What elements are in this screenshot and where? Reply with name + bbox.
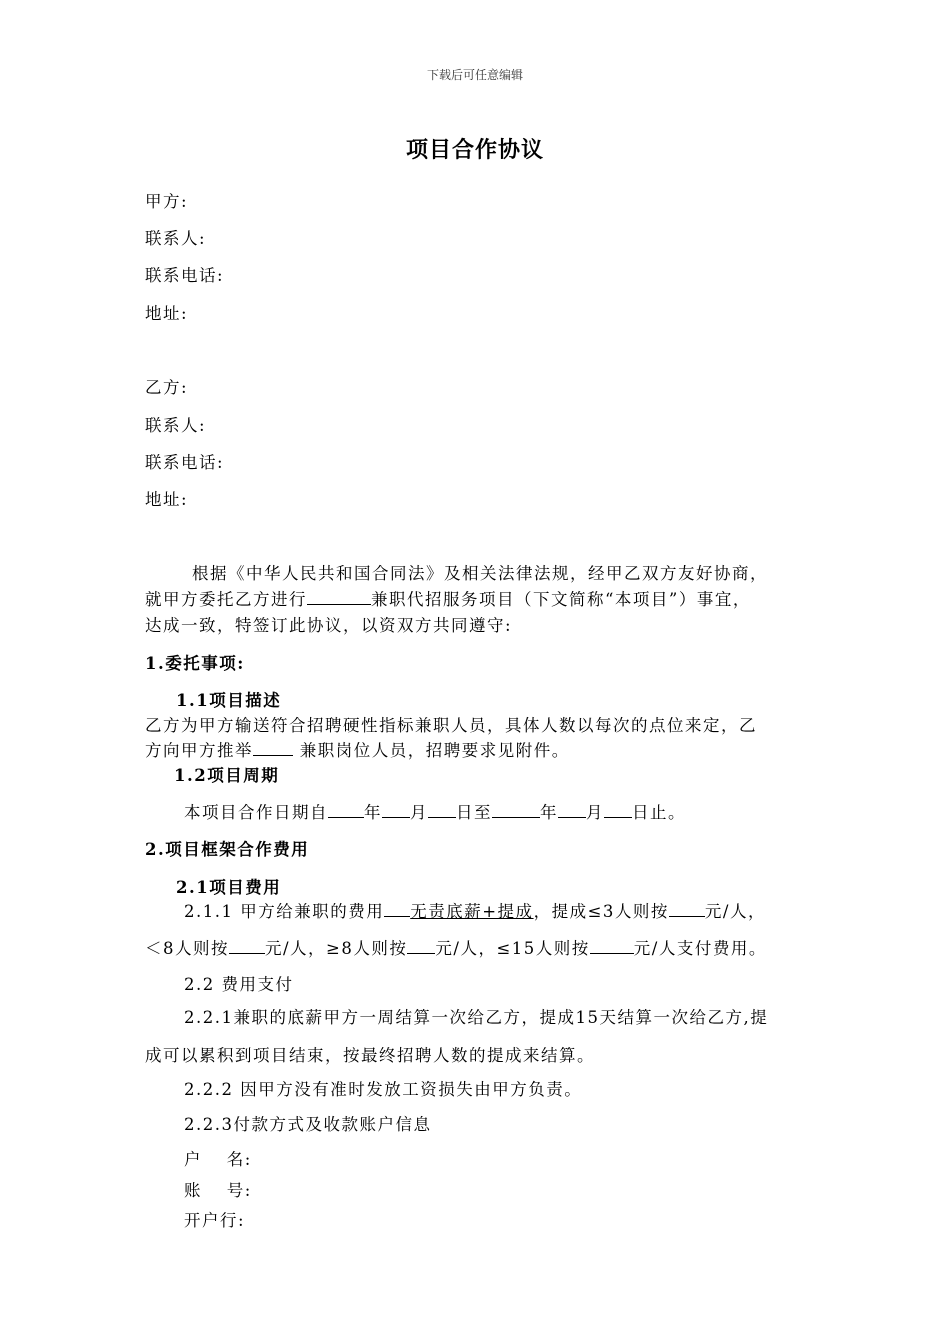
section-1-1-line-2 (145, 737, 570, 761)
section-1-2-heading: 1.2项目周期 (174, 766, 280, 785)
fee-tier-2-blank (229, 952, 265, 954)
section-2-2-1-line-1: 2.2.1兼职的底薪甲方一周结算一次给乙方，提成15天结算一次给乙方,提 (184, 1008, 769, 1027)
bank-label: 开户行: (184, 1211, 246, 1230)
header-note: 下载后可任意编辑 (426, 68, 523, 82)
period-month-1: 月 (410, 803, 428, 822)
party-a-contact-label: 联系人: (145, 229, 207, 248)
position-blank (253, 754, 293, 756)
fee-tier-4-blank (590, 952, 634, 954)
intro-line-2 (145, 586, 751, 610)
period-year-2: 年 (540, 803, 558, 822)
period-year-1: 年 (364, 803, 382, 822)
start-year-blank (328, 816, 364, 818)
party-b-phone-label: 联系电话: (145, 453, 225, 472)
period-month-2: 月 (586, 803, 604, 822)
section-1-1-line-2-end: 兼职岗位人员，招聘要求见附件。 (299, 741, 570, 760)
account-number-label: 账 号: (184, 1181, 252, 1200)
period-start-text: 本项目合作日期自 (184, 803, 328, 822)
section-1-1-line-1: 乙方为甲方输送符合招聘硬性指标兼职人员，具体人数以每次的点位来定，乙 (145, 716, 757, 735)
party-a-label: 甲方: (145, 192, 189, 211)
end-year-blank (492, 816, 540, 818)
start-month-blank (382, 816, 410, 818)
party-a-phone-label: 联系电话: (145, 266, 225, 285)
section-2-1-heading: 2.1项目费用 (176, 878, 282, 897)
party-b-address-label: 地址: (145, 490, 189, 509)
fee-tier-1-unit: 元/人， (704, 902, 766, 921)
party-a-address-label: 地址: (145, 304, 189, 323)
section-2-heading: 2.项目框架合作费用 (145, 840, 310, 859)
fee-tier-end: 元/人支付费用。 (633, 939, 767, 958)
fee-tier-1-blank (669, 915, 705, 917)
fee-leading-blank (384, 915, 410, 917)
end-month-blank (558, 816, 586, 818)
fee-tier-3-text: 元/人，≥8人则按 (265, 939, 408, 958)
start-day-blank (428, 816, 456, 818)
intro-line-2-end: 兼职代招服务项目（下文简称“本项目”）事宜， (371, 590, 751, 609)
intro-line-1: 根据《中华人民共和国合同法》及相关法律法规，经甲乙双方友好协商， (192, 564, 768, 583)
section-2-2-3: 2.2.3付款方式及收款账户信息 (184, 1115, 432, 1134)
period-day-to: 日至 (456, 803, 492, 822)
account-name-label: 户 名: (184, 1150, 252, 1169)
fee-tier-4-text: 元/人，≤15人则按 (435, 939, 590, 958)
intro-line-3: 达成一致，特签订此协议，以资双方共同遵守: (145, 616, 513, 635)
end-day-blank (604, 816, 632, 818)
intro-line-2-start: 就甲方委托乙方进行 (145, 590, 307, 609)
section-2-1-1-line-1 (184, 898, 766, 922)
section-1-1-line-2-start: 方向甲方推举 (145, 741, 253, 760)
fee-tier-2-text: ＜8人则按 (145, 939, 229, 958)
section-2-2-heading: 2.2 费用支付 (184, 975, 294, 994)
period-end: 日止。 (632, 803, 686, 822)
fee-tier-1-text: ，提成≤3人则按 (533, 902, 669, 921)
section-2-2-2: 2.2.2 因甲方没有准时发放工资损失由甲方负责。 (184, 1080, 583, 1099)
section-1-1-heading: 1.1项目描述 (176, 691, 282, 710)
party-b-label: 乙方: (145, 378, 189, 397)
section-1-2-period (184, 799, 686, 823)
fee-type: 无责底薪+提成 (410, 902, 534, 921)
section-2-1-1-line-2 (145, 935, 767, 959)
party-b-contact-label: 联系人: (145, 416, 207, 435)
fee-text-start: 2.1.1 甲方给兼职的费用 (184, 902, 385, 921)
section-2-2-1-line-2: 成可以累积到项目结束，按最终招聘人数的提成来结算。 (145, 1046, 595, 1065)
fee-tier-3-blank (407, 952, 435, 954)
section-1-heading: 1.委托事项: (145, 654, 245, 673)
project-name-blank (307, 603, 371, 605)
document-title: 项目合作协议 (405, 137, 544, 163)
